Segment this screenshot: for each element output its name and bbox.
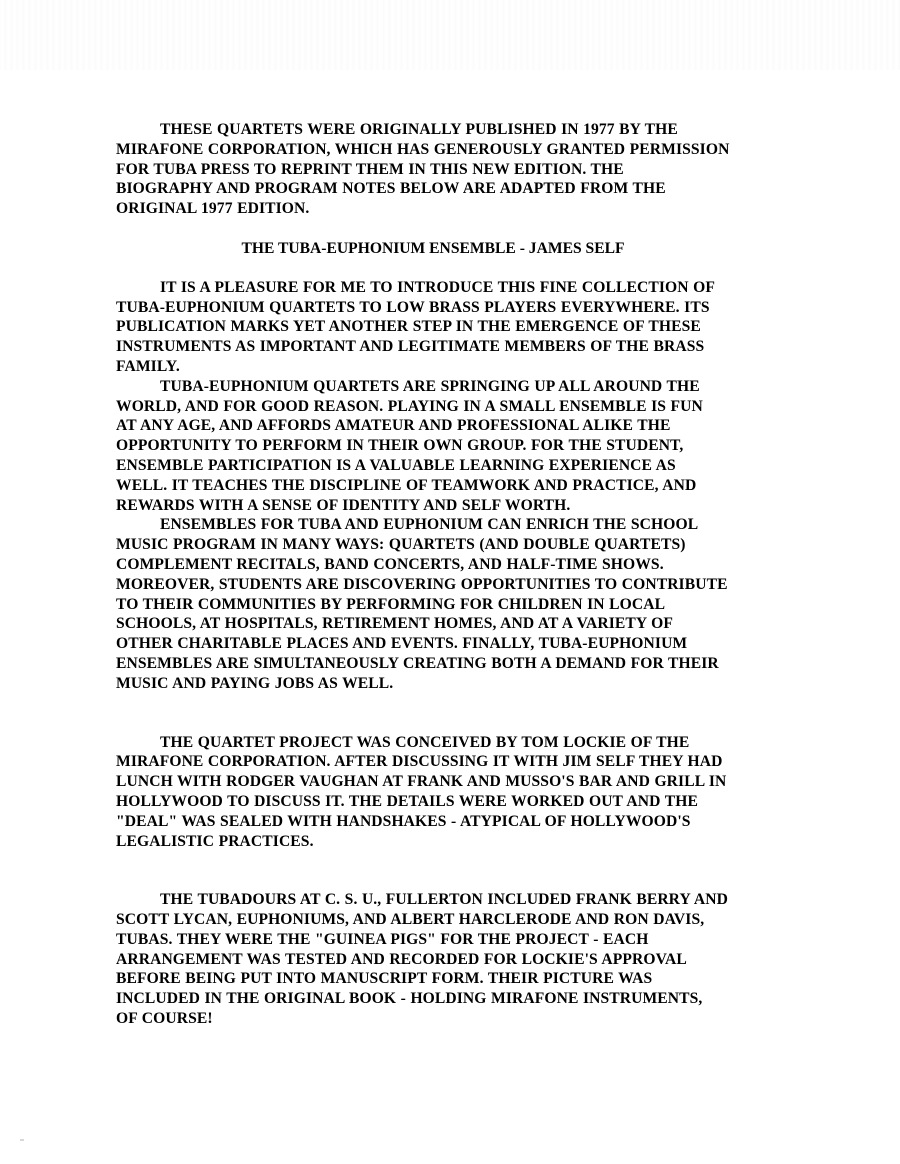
paragraph-introduction: IT IS A PLEASURE FOR ME TO INTRODUCE THIS FINE COLLECTION OF TUBA-EUPHONIUM QUARTETS TO LOW BRASS PLAYERS EVERYWHERE. ITS PUBLICATION MARKS YET ANOTHER STEP IN THE EMERGENCE OF THESE INSTRUMENTS AS IMPORTANT AND LEGITIMATE MEMBERS OF THE BRASS FAMILY. — [116, 278, 715, 375]
scan-mark — [20, 1139, 24, 1141]
paragraph-quartet-project: THE QUARTET PROJECT WAS CONCEIVED BY TOM LOCKIE OF THE MIRAFONE CORPORATION. AFTER DISCUSSING IT WITH JIM SELF THEY HAD LUNCH WITH RODGER VAUGHAN AT FRANK AND MUSSO'S BAR AND GRILL IN HOLLYWOOD TO DISCUSS IT. THE DETAILS WERE WORKED OUT AND THE "DEAL" WAS SEALED WITH HANDSHAKES - ATYPICAL OF HOLLYWOOD'S LEGALISTIC PRACTICES. — [116, 733, 727, 850]
scan-artifact-band — [0, 0, 900, 70]
section-heading: THE TUBA-EUPHONIUM ENSEMBLE - JAMES SELF — [241, 239, 625, 257]
paragraph-quartets: TUBA-EUPHONIUM QUARTETS ARE SPRINGING UP ALL AROUND THE WORLD, AND FOR GOOD REASON. PLAYING IN A SMALL ENSEMBLE IS FUN AT ANY AGE, AND AFFORDS AMATEUR AND PROFESSIONAL ALIKE THE OPPORTUNITY TO PERFORM IN THEIR OWN GROUP. FOR THE STUDENT, ENSEMBLE PARTICIPATION IS A VALUABLE LEARNING EXPERIENCE AS WELL. IT TEACHES THE DISCIPLINE OF TEAMWORK AND PRACTICE, AND REWARDS WITH A SENSE OF IDENTITY AND SELF WORTH. — [116, 377, 703, 514]
paragraph-tubadours: THE TUBADOURS AT C. S. U., FULLERTON INCLUDED FRANK BERRY AND SCOTT LYCAN, EUPHONIUMS, AND ALBERT HARCLERODE AND RON DAVIS, TUBAS. THEY WERE THE "GUINEA PIGS" FOR THE PROJECT - EACH ARRANGEMENT WAS TESTED AND RECORDED FOR LOCKIE'S APPROVAL BEFORE BEING PUT INTO MANUSCRIPT FORM. THEIR PICTURE WAS INCLUDED IN THE ORIGINAL BOOK - HOLDING MIRAFONE INSTRUMENTS, OF COURSE! — [116, 891, 729, 1028]
paragraph-ensembles: ENSEMBLES FOR TUBA AND EUPHONIUM CAN ENRICH THE SCHOOL MUSIC PROGRAM IN MANY WAYS: QUARTETS (AND DOUBLE QUARTETS) COMPLEMENT RECITALS, BAND CONCERTS, AND HALF-TIME SHOWS. MOREOVER, STUDENTS ARE DISCOVERING OPPORTUNITIES TO CONTRIBUTE TO THEIR COMMUNITIES BY PERFORMING FOR CHILDREN IN LOCAL SCHOOLS, AT HOSPITALS, RETIREMENT HOMES, AND AT A VARIETY OF OTHER CHARITABLE PLACES AND EVENTS. FINALLY, TUBA-EUPHONIUM ENSEMBLES ARE SIMULTANEOUSLY CREATING BOTH A DEMAND FOR THEIR MUSIC AND PAYING JOBS AS WELL. — [116, 516, 728, 692]
spacer — [116, 259, 796, 278]
document-body — [116, 120, 796, 1029]
spacer — [116, 694, 796, 733]
spacer — [116, 219, 796, 239]
spacer — [116, 851, 796, 890]
intro-paragraph: THESE QUARTETS WERE ORIGINALLY PUBLISHED IN 1977 BY THE MIRAFONE CORPORATION, WHICH HAS GENEROUSLY GRANTED PERMISSION FOR TUBA PRESS TO REPRINT THEM IN THIS NEW EDITION. THE BIOGRAPHY AND PROGRAM NOTES BELOW ARE ADAPTED FROM THE ORIGINAL 1977 EDITION. — [116, 121, 730, 218]
